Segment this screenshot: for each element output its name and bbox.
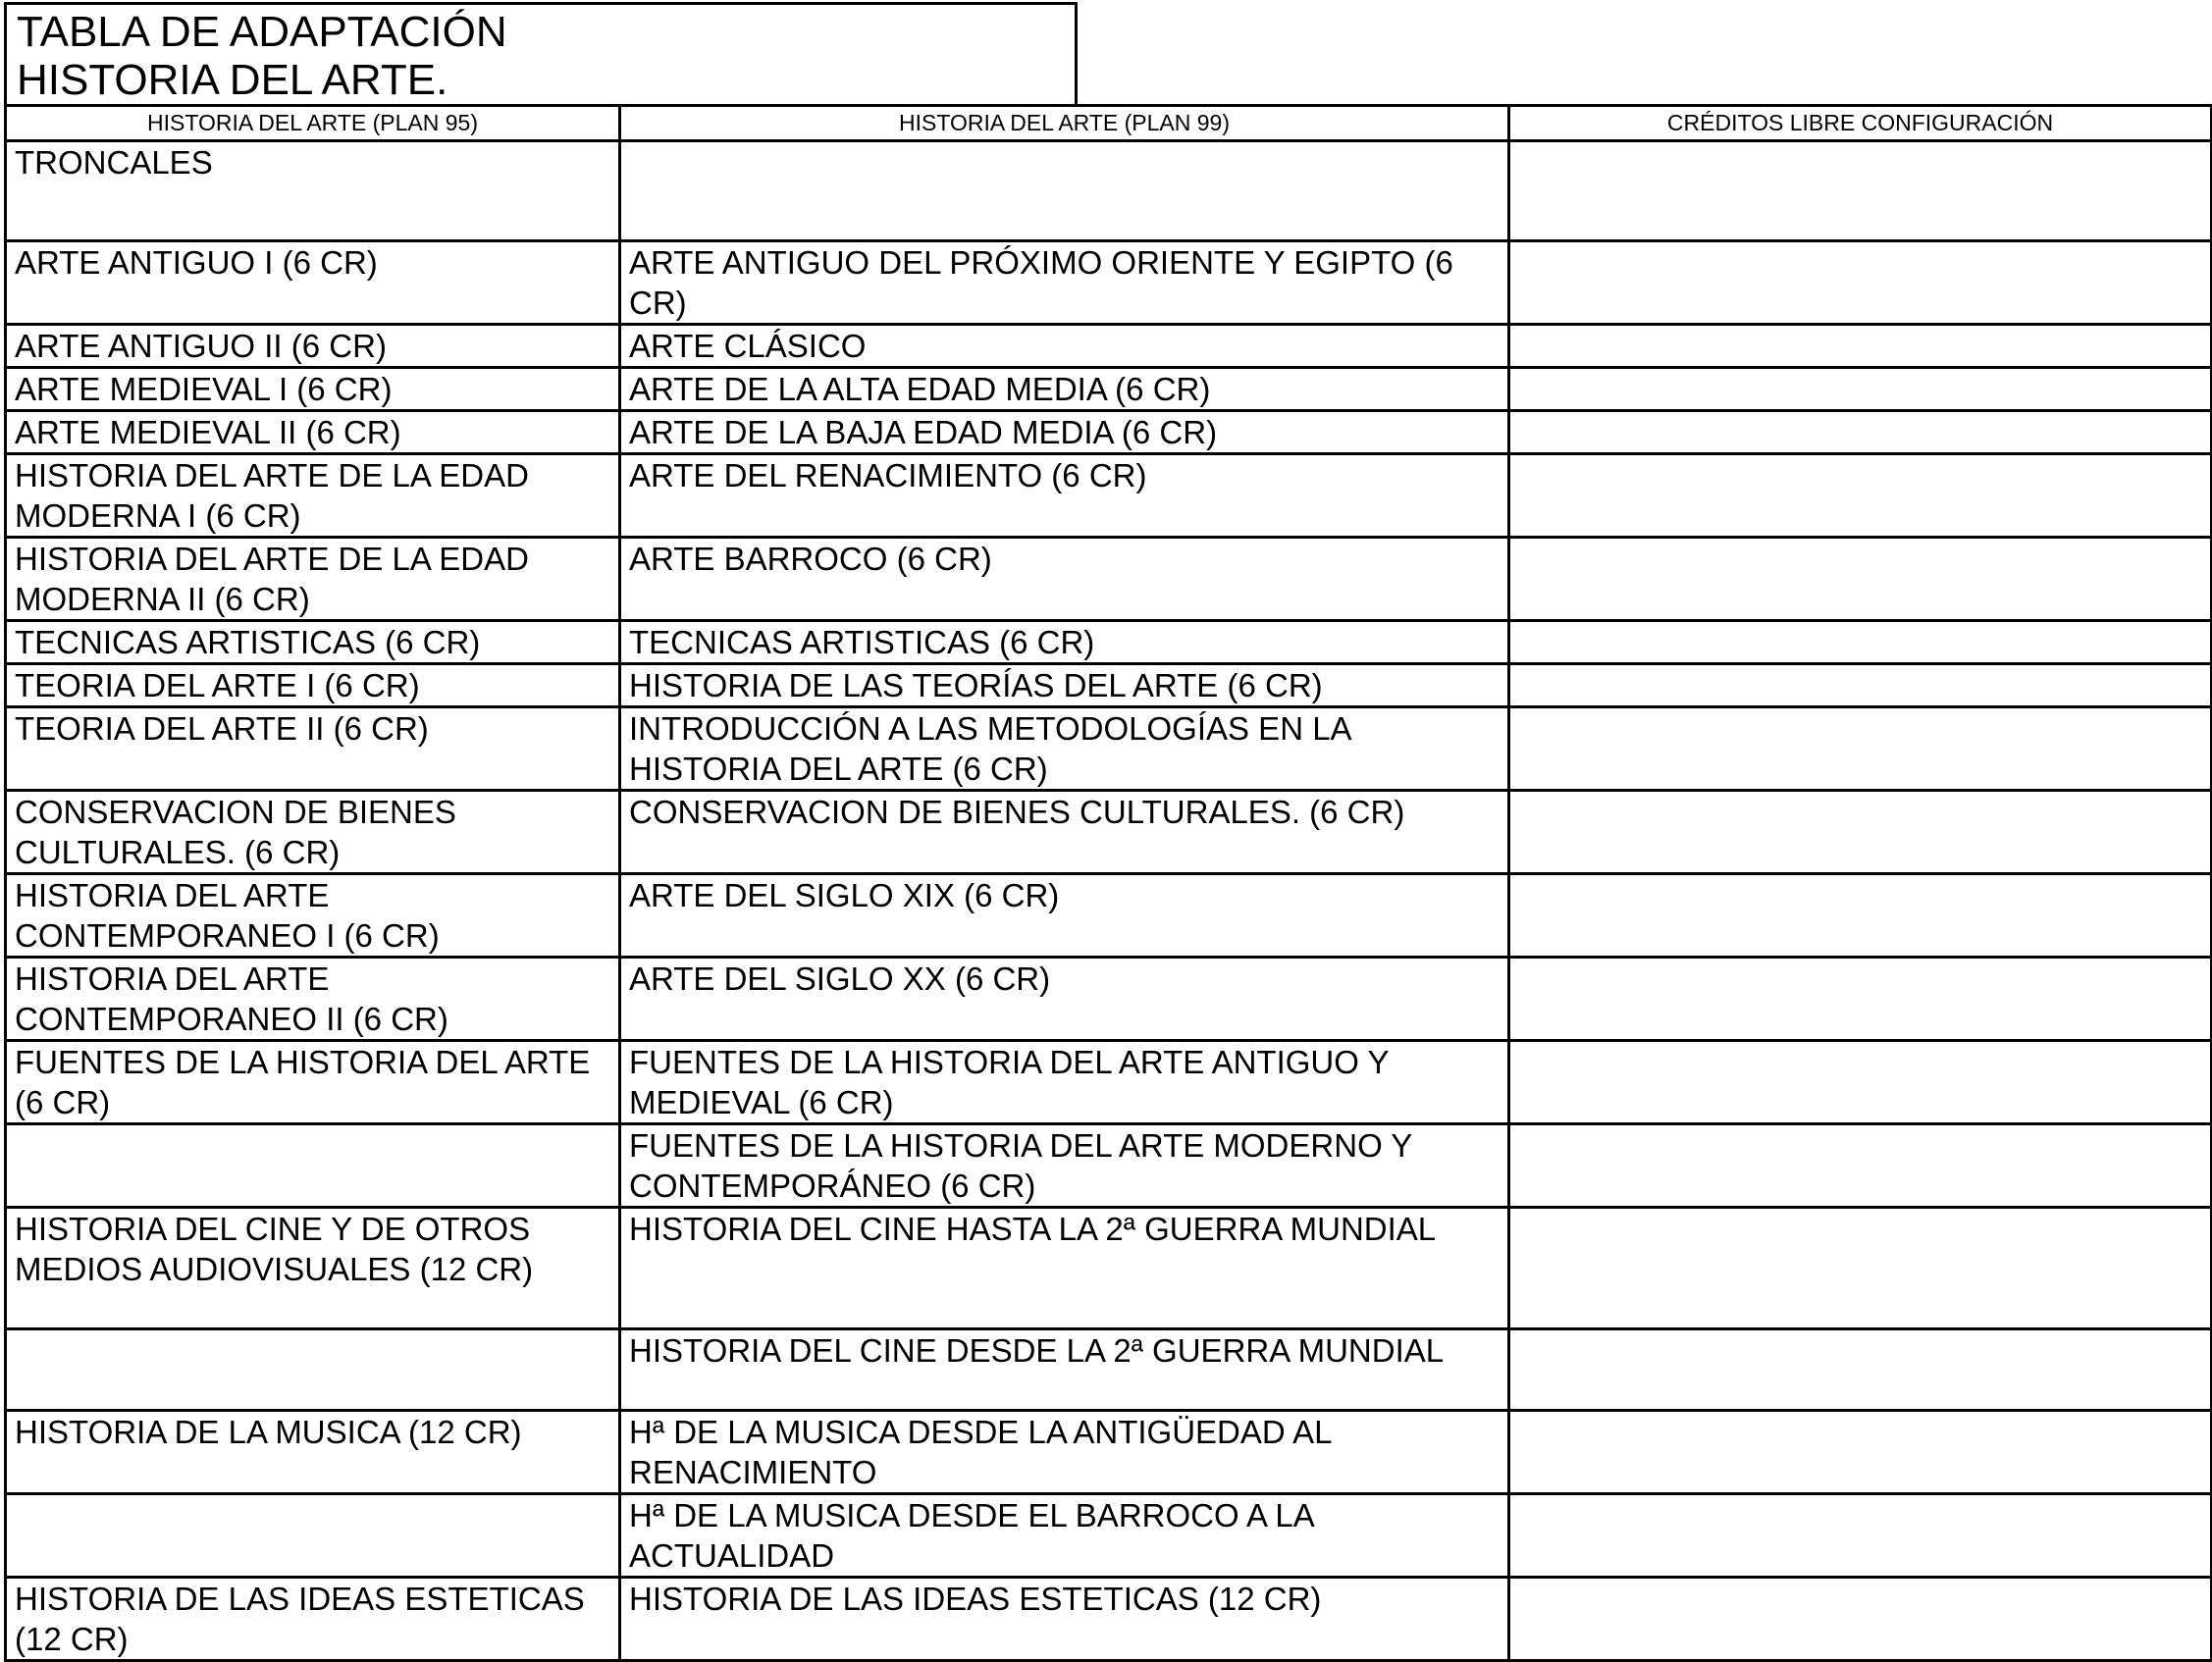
table-row — [6, 1578, 2212, 1661]
table-row — [6, 1494, 2212, 1578]
cell-plan99: HISTORIA DE LAS IDEAS ESTETICAS (12 CR) — [620, 1578, 1509, 1661]
table-row — [6, 1208, 2212, 1329]
cell-plan99: Hª DE LA MUSICA DESDE LA ANTIGÜEDAD AL RENACIMIENTO — [620, 1411, 1509, 1494]
cell-plan99: ARTE DEL SIGLO XX (6 CR) — [620, 958, 1509, 1041]
cell-creditos — [1509, 325, 2212, 368]
cell-creditos — [1509, 1411, 2212, 1494]
cell-creditos — [1509, 1329, 2212, 1411]
cell-plan95: HISTORIA DEL ARTE DE LA EDAD MODERNA II (6 CR) — [6, 538, 620, 621]
section-title: TRONCALES — [6, 141, 620, 241]
cell-plan95: ARTE ANTIGUO I (6 CR) — [6, 241, 620, 325]
cell-plan95: HISTORIA DEL ARTE CONTEMPORANEO I (6 CR) — [6, 874, 620, 958]
cell-plan95: TECNICAS ARTISTICAS (6 CR) — [6, 621, 620, 664]
cell-plan95: FUENTES DE LA HISTORIA DEL ARTE (6 CR) — [6, 1041, 620, 1124]
cell-creditos — [1509, 707, 2212, 791]
cell-plan99: HISTORIA DE LAS TEORÍAS DEL ARTE (6 CR) — [620, 664, 1509, 707]
table-row — [6, 664, 2212, 707]
table-row — [6, 1411, 2212, 1494]
cell-plan95: HISTORIA DE LAS IDEAS ESTETICAS (12 CR) — [6, 1578, 620, 1661]
cell-plan95: TEORIA DEL ARTE II (6 CR) — [6, 707, 620, 791]
table-row — [6, 368, 2212, 411]
adaptation-table — [4, 104, 2212, 1662]
header-creditos: CRÉDITOS LIBRE CONFIGURACIÓN — [1509, 106, 2212, 141]
cell-creditos — [1509, 1494, 2212, 1578]
cell-plan95: ARTE MEDIEVAL II (6 CR) — [6, 411, 620, 454]
table-row — [6, 411, 2212, 454]
cell-plan99: FUENTES DE LA HISTORIA DEL ARTE ANTIGUO Y MEDIEVAL (6 CR) — [620, 1041, 1509, 1124]
header-plan95: HISTORIA DEL ARTE (PLAN 95) — [6, 106, 620, 141]
cell-plan99: Hª DE LA MUSICA DESDE EL BARROCO A LA ACTUALIDAD — [620, 1494, 1509, 1578]
table-row — [6, 707, 2212, 791]
cell-creditos — [1509, 621, 2212, 664]
section-row — [6, 141, 2212, 241]
title-line-2: HISTORIA DEL ARTE. — [17, 56, 448, 104]
table-row — [6, 791, 2212, 874]
cell-plan95: TEORIA DEL ARTE I (6 CR) — [6, 664, 620, 707]
cell-creditos — [1509, 1124, 2212, 1208]
cell-creditos — [1509, 454, 2212, 538]
cell-creditos — [1509, 1208, 2212, 1329]
cell-plan99: HISTORIA DEL CINE HASTA LA 2ª GUERRA MUNDIAL — [620, 1208, 1509, 1329]
cell-plan99: CONSERVACION DE BIENES CULTURALES. (6 CR) — [620, 791, 1509, 874]
cell-plan99: HISTORIA DEL CINE DESDE LA 2ª GUERRA MUNDIAL — [620, 1329, 1509, 1411]
cell-creditos — [1509, 241, 2212, 325]
cell-plan95: ARTE MEDIEVAL I (6 CR) — [6, 368, 620, 411]
cell-plan95: HISTORIA DEL ARTE CONTEMPORANEO II (6 CR) — [6, 958, 620, 1041]
table-row — [6, 958, 2212, 1041]
section-empty-cell — [1509, 141, 2212, 241]
cell-creditos — [1509, 958, 2212, 1041]
title-line-1: TABLA DE ADAPTACIÓN — [17, 8, 507, 56]
table-row — [6, 1329, 2212, 1411]
table-row — [6, 874, 2212, 958]
cell-creditos — [1509, 538, 2212, 621]
cell-plan95 — [6, 1329, 620, 1411]
cell-plan99: ARTE BARROCO (6 CR) — [620, 538, 1509, 621]
table-row — [6, 325, 2212, 368]
cell-plan95 — [6, 1124, 620, 1208]
cell-plan99: FUENTES DE LA HISTORIA DEL ARTE MODERNO Y CONTEMPORÁNEO (6 CR) — [620, 1124, 1509, 1208]
cell-plan95: HISTORIA DE LA MUSICA (12 CR) — [6, 1411, 620, 1494]
cell-plan99: ARTE DE LA BAJA EDAD MEDIA (6 CR) — [620, 411, 1509, 454]
table-row — [6, 241, 2212, 325]
cell-plan99: ARTE DE LA ALTA EDAD MEDIA (6 CR) — [620, 368, 1509, 411]
cell-creditos — [1509, 1041, 2212, 1124]
cell-plan99: ARTE DEL RENACIMIENTO (6 CR) — [620, 454, 1509, 538]
cell-plan99: ARTE DEL SIGLO XIX (6 CR) — [620, 874, 1509, 958]
cell-plan99: ARTE CLÁSICO — [620, 325, 1509, 368]
table-row — [6, 1041, 2212, 1124]
cell-creditos — [1509, 664, 2212, 707]
cell-plan99: ARTE ANTIGUO DEL PRÓXIMO ORIENTE Y EGIPTO (6 CR) — [620, 241, 1509, 325]
cell-creditos — [1509, 1578, 2212, 1661]
cell-plan95 — [6, 1494, 620, 1578]
cell-plan99: INTRODUCCIÓN A LAS METODOLOGÍAS EN LA HISTORIA DEL ARTE (6 CR) — [620, 707, 1509, 791]
cell-plan95: HISTORIA DEL CINE Y DE OTROS MEDIOS AUDIOVISUALES (12 CR) — [6, 1208, 620, 1329]
header-plan99: HISTORIA DEL ARTE (PLAN 99) — [620, 106, 1509, 141]
table-row — [6, 454, 2212, 538]
table-row — [6, 538, 2212, 621]
cell-creditos — [1509, 791, 2212, 874]
cell-plan95: ARTE ANTIGUO II (6 CR) — [6, 325, 620, 368]
cell-plan95: CONSERVACION DE BIENES CULTURALES. (6 CR) — [6, 791, 620, 874]
table-row — [6, 621, 2212, 664]
cell-creditos — [1509, 874, 2212, 958]
cell-creditos — [1509, 411, 2212, 454]
table-row — [6, 1124, 2212, 1208]
cell-plan99: TECNICAS ARTISTICAS (6 CR) — [620, 621, 1509, 664]
document-title — [4, 2, 1078, 106]
section-empty-cell — [620, 141, 1509, 241]
cell-plan95: HISTORIA DEL ARTE DE LA EDAD MODERNA I (6 CR) — [6, 454, 620, 538]
cell-creditos — [1509, 368, 2212, 411]
header-row — [6, 106, 2212, 141]
